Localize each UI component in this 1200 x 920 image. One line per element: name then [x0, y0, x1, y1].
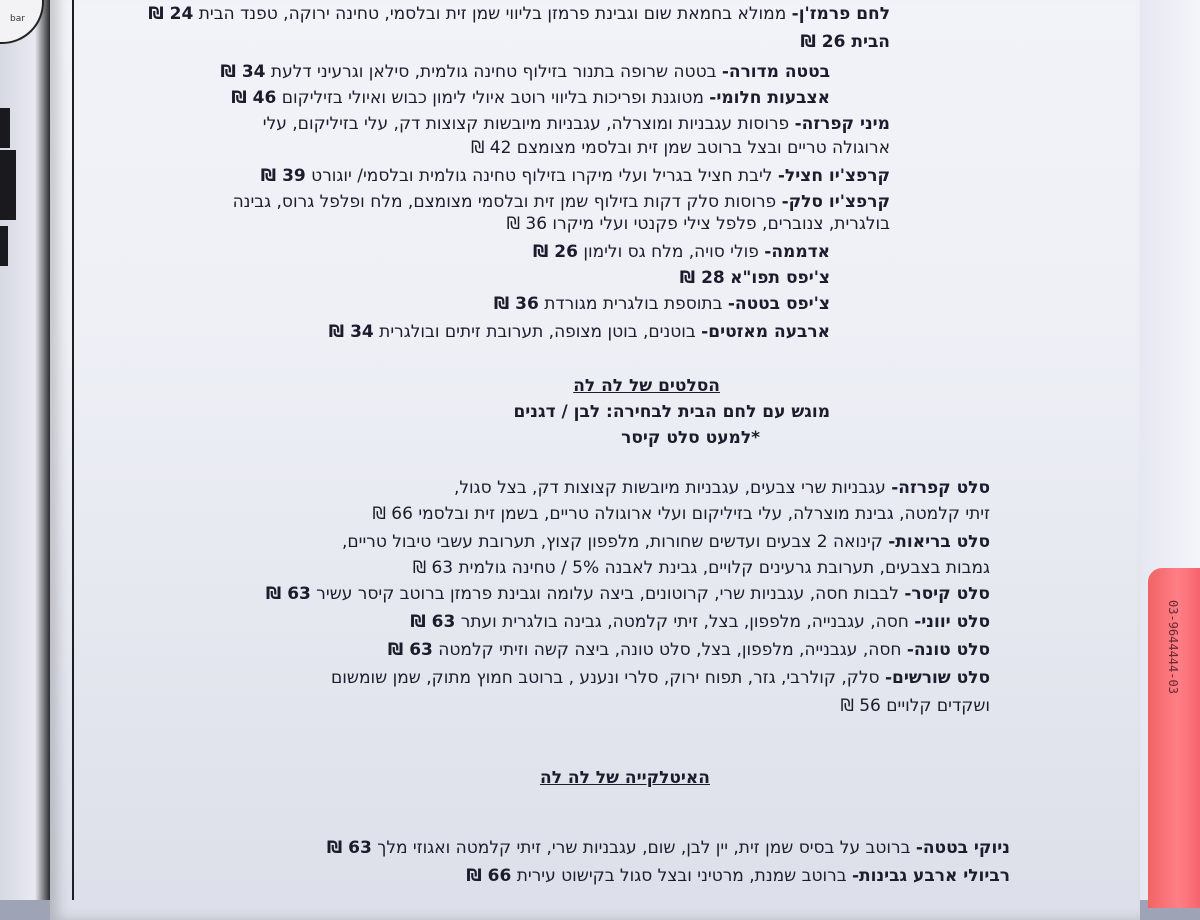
menu-item: בטטה מדורה- בטטה שרופה בתנור בזילוף טחינה גולמית, סילאן וגרעיני דלעת 34 ₪ — [220, 62, 830, 82]
menu-item: אצבעות חלומי- מטוגנת ופריכות בליווי רוטב איולי לימון כבוש ואיולי בזיליקום 46 ₪ — [231, 88, 830, 108]
menu-item-continuation: ארוגולה טריים ובצל ברוטב שמן זית ובלסמי מצומצם 42 ₪ — [471, 138, 890, 158]
menu-item-continuation: בולגרית, צנוברים, פלפל צילי פקנטי ועלי מיקרו 36 ₪ — [506, 214, 890, 234]
salads-subtitle: מוגש עם לחם הבית לבחירה: לבן / דגנים — [513, 402, 830, 422]
logo-text: bar — [10, 14, 25, 24]
menu-item: קרפצ'יו חציל- ליבת חציל בגריל ועלי מיקרו בזילוף טחינה גולמית ובלסמי/ יוגורט 39 ₪ — [260, 166, 890, 186]
menu-item-continuation: גמבות בצבעים, תערובת גרעינים קלויים, גבינת לאבנה 5% / טחינה גולמית 63 ₪ — [412, 558, 990, 578]
menu-item: צ'יפס תפו"א 28 ₪ — [679, 268, 830, 288]
menu-item: סלט קיסר- לבבות חסה, עגבניות שרי, קרוטונים, ביצה עלומה וגבינת פרמזן ברוטב קיסר עשיר 63 ₪ — [265, 584, 990, 604]
black-mark — [0, 150, 16, 220]
salads-note: *למעט סלט קיסר — [621, 428, 760, 448]
menu-item: סלט טונה- חסה, עגבנייה, מלפפון, בצל, סלט טונה, ביצה קשה וזיתי קלמטה 63 ₪ — [387, 640, 990, 660]
menu-item-continuation: ושקדים קלויים 56 ₪ — [840, 696, 990, 716]
highlighter-label: 03-9644444-03 — [1166, 600, 1180, 694]
menu-item: רביולי ארבע גבינות- ברוטב שמנת, מרטיני ובצל סגול בקישוט עירית 66 ₪ — [466, 866, 1010, 886]
sheet-border-line — [72, 0, 74, 900]
menu-item: לחם פרמז'ן- ממולא בחמאת שום וגבינת פרמזן בליווי שמן זית ובלסמי, טחינה ירוקה, טפנד הבית 24 ₪ — [148, 4, 890, 24]
menu-item-continuation: זיתי קלמטה, גבינת מוצרלה, עלי בזיליקום ועלי ארוגולה טריים, בשמן זית ובלסמי 66 ₪ — [372, 504, 990, 524]
menu-item: ניוקי בטטה- ברוטב על בסיס שמן זית, יין לבן, שום, עגבניות שרי, זיתי קלמטה ואגוזי מלך 63 ₪ — [326, 838, 1010, 858]
menu-item: מיני קפרזה- פרוסות עגבניות ומוצרלה, עגבניות מיובשות קצוצות דק, עלי בזיליקום, עלי — [262, 114, 890, 134]
menu-item: סלט שורשים- סלק, קולרבי, גזר, תפוח ירוק, סלרי ונענע , ברוטב חמוץ מתוק, שמן שומשום — [331, 668, 990, 688]
menu-item: סלט יווני- חסה, עגבנייה, מלפפון, בצל, זיתי קלמטה, גבינה בולגרית ועתר 63 ₪ — [410, 612, 990, 632]
menu-item-continuation: הבית 26 ₪ — [800, 32, 890, 52]
black-mark — [0, 108, 10, 148]
menu-item: צ'יפס בטטה- בתוספת בולגרית מגורדת 36 ₪ — [493, 294, 830, 314]
menu-content — [120, 0, 1010, 900]
menu-item: קרפצ'יו סלק- פרוסות סלק דקות בזילוף שמן זית ובלסמי מצומצם, מלח ופלפל גרוס, גבינה — [232, 192, 890, 212]
menu-item: ארבעה מאזטים- בוטנים, בוטן מצופה, תערובת זיתים ובולגרית 34 ₪ — [328, 322, 830, 342]
menu-item: אדממה- פולי סויה, מלח גס ולימון 26 ₪ — [532, 242, 830, 262]
menu-item: סלט בריאות- קינואה 2 צבעים ועדשים שחורות, מלפפון קצוץ, תערובת עשבי טיבול טריים, — [341, 532, 990, 552]
menu-item: סלט קפרזה- עגבניות שרי צבעים, עגבניות מיובשות קצוצות דק, בצל סגול, — [453, 478, 990, 498]
section-title-salads: הסלטים של לה לה — [573, 376, 720, 396]
black-mark — [0, 226, 8, 266]
section-title-italian: האיטלקייה של לה לה — [540, 768, 710, 788]
